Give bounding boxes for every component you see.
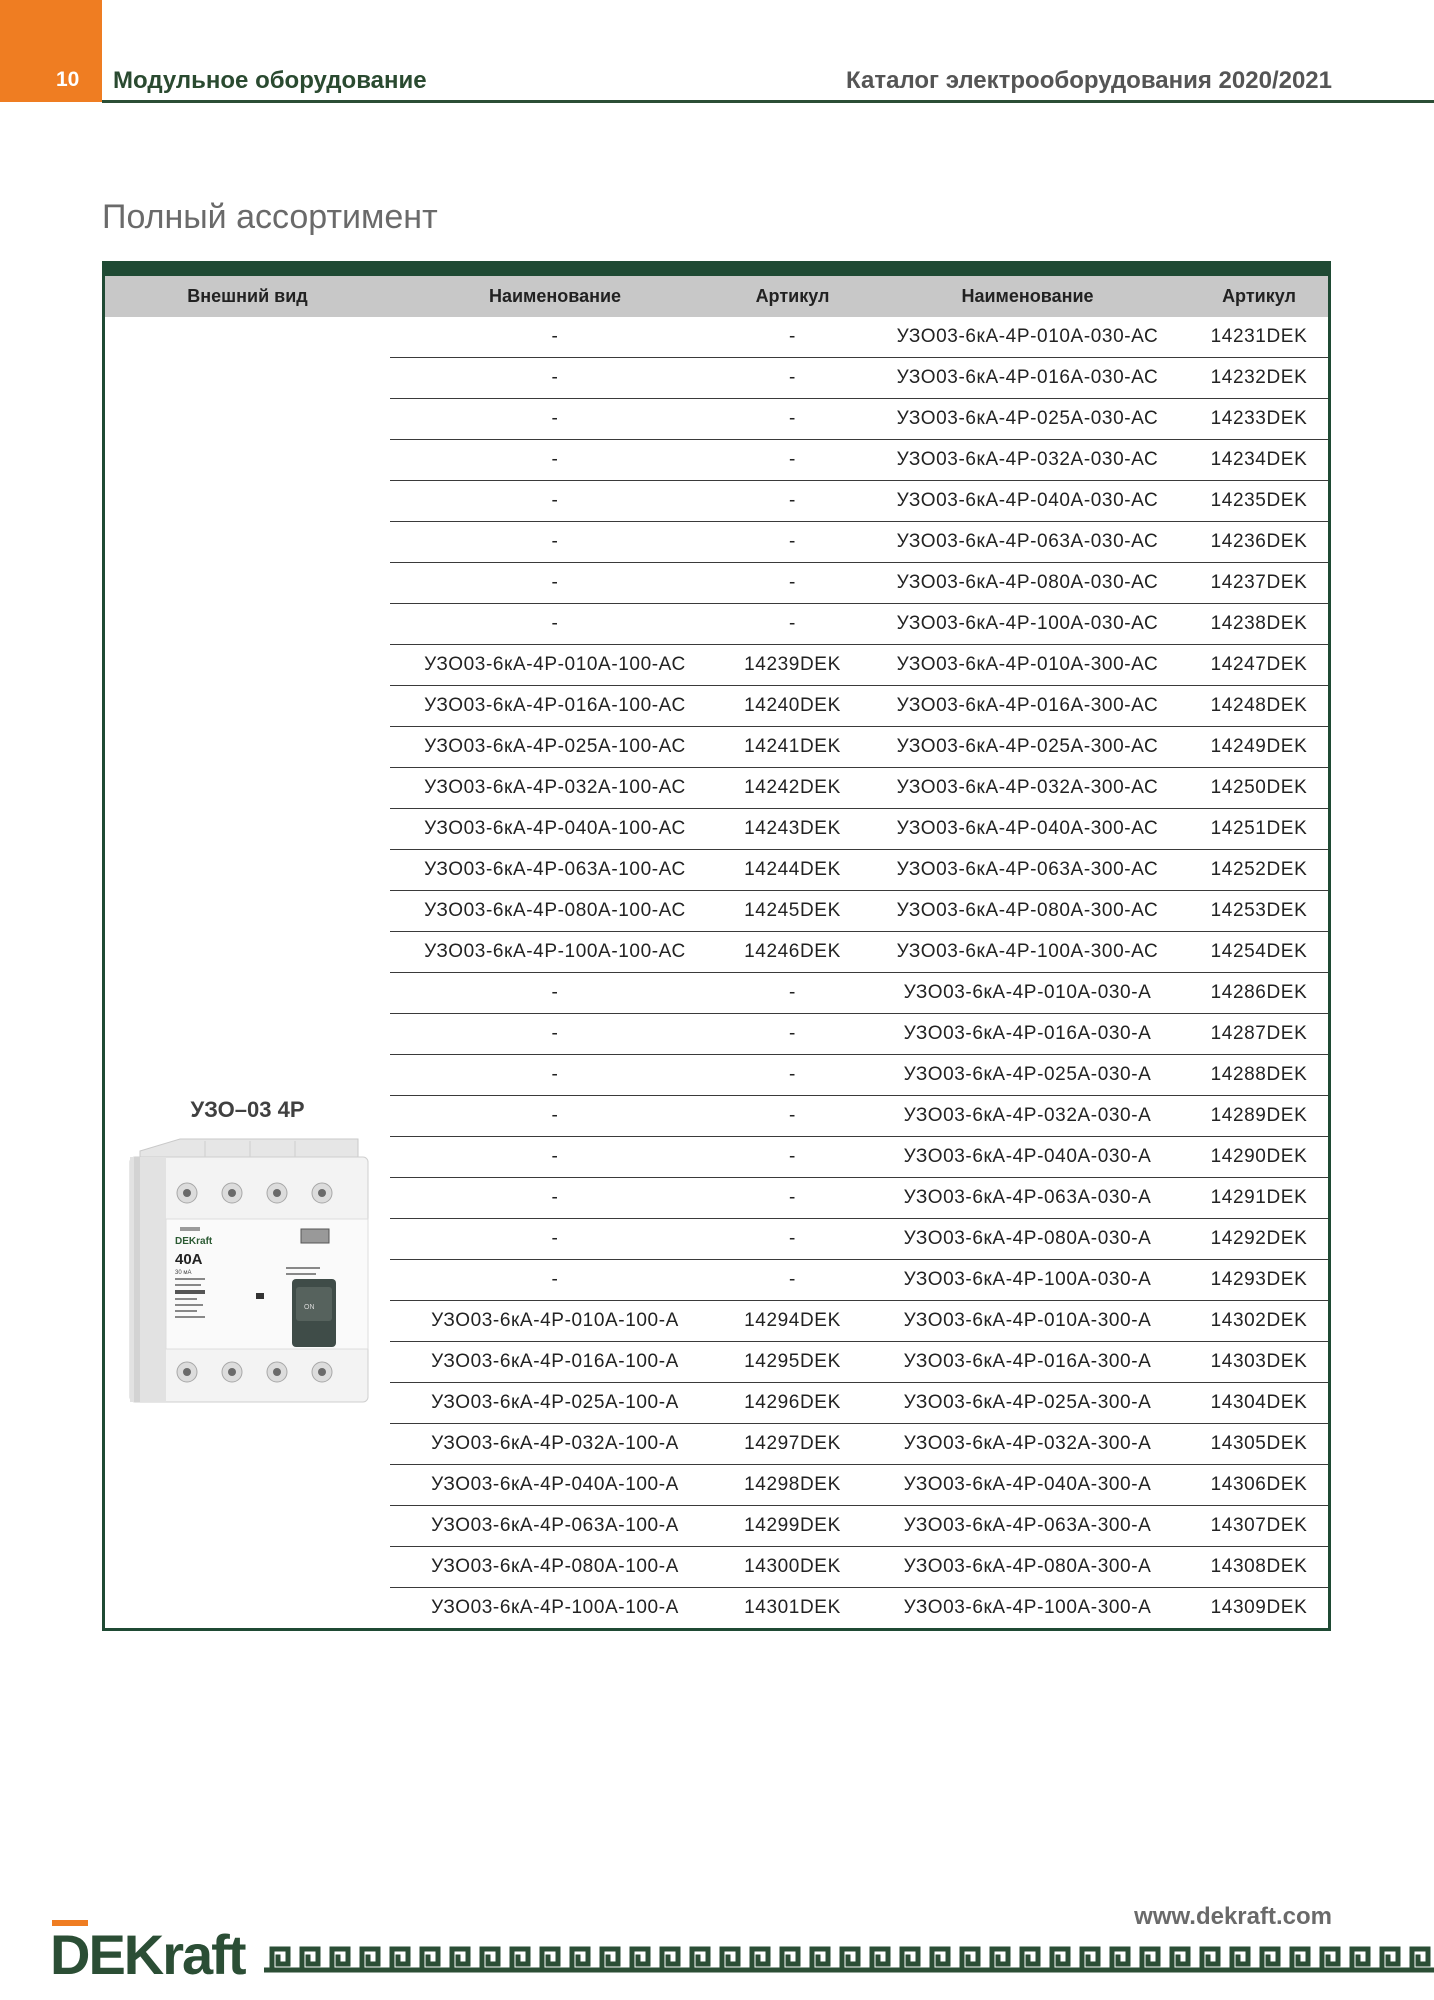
table-row (390, 604, 1328, 645)
article-col-1: 14241DEK (744, 736, 841, 757)
table-row (390, 1178, 1328, 1219)
name-col-1: УЗО03-6кА-4Р-032А-100-АС (424, 777, 686, 798)
name-col-2: УЗО03-6кА-4Р-100А-300-А (903, 1597, 1152, 1618)
name-col-1: УЗО03-6кА-4Р-016А-100-А (431, 1351, 679, 1372)
table-row (390, 1096, 1328, 1137)
name-col-2: УЗО03-6кА-4Р-063А-300-АС (896, 859, 1159, 880)
article-col-2: 14235DEK (1210, 490, 1308, 511)
name-col-2: УЗО03-6кА-4Р-016А-030-А (903, 1023, 1152, 1044)
catalog-title: Каталог электрооборудования 2020/2021 (846, 67, 1332, 94)
table-row (390, 1055, 1328, 1096)
article-col-1: 14297DEK (744, 1433, 841, 1454)
name-col-1: УЗО03-6кА-4Р-080А-100-А (431, 1556, 679, 1577)
article-col-2: 14234DEK (1210, 449, 1308, 470)
table-row (390, 1137, 1328, 1178)
article-col-2: 14237DEK (1210, 572, 1308, 593)
article-col-2: 14306DEK (1210, 1474, 1308, 1495)
name-col-2: УЗО03-6кА-4Р-080А-300-АС (896, 900, 1159, 921)
name-col-1: УЗО03-6кА-4Р-025А-100-А (431, 1392, 679, 1413)
name-col-2: УЗО03-6кА-4Р-016А-030-АС (896, 367, 1159, 388)
article-col-1: 14239DEK (744, 654, 841, 675)
table-row (390, 973, 1328, 1014)
article-col-2: 14231DEK (1210, 326, 1308, 347)
article-col-1: - (789, 490, 796, 511)
article-col-1: - (789, 572, 796, 593)
name-col-1: УЗО03-6кА-4Р-063А-100-А (431, 1515, 679, 1536)
article-col-1: 14244DEK (744, 859, 841, 880)
table-row (390, 809, 1328, 850)
website-url: www.dekraft.com (1134, 1903, 1332, 1930)
article-col-2: 14307DEK (1210, 1515, 1308, 1536)
article-col-2: 14305DEK (1210, 1433, 1308, 1454)
table-row (390, 768, 1328, 809)
article-col-1: - (789, 1105, 796, 1126)
article-col-2: 14287DEK (1210, 1023, 1308, 1044)
name-col-2: УЗО03-6кА-4Р-016А-300-А (903, 1351, 1152, 1372)
rcd-device-image (120, 1137, 380, 1412)
article-col-2: 14303DEK (1210, 1351, 1308, 1372)
table-row (390, 481, 1328, 522)
name-col-2: УЗО03-6кА-4Р-016А-300-АС (896, 695, 1159, 716)
name-col-2: УЗО03-6кА-4Р-025А-300-А (903, 1392, 1152, 1413)
table-row (390, 1465, 1328, 1506)
table-body (390, 317, 1328, 1629)
table-row (390, 399, 1328, 440)
name-col-2: УЗО03-6кА-4Р-032А-030-АС (896, 449, 1159, 470)
article-col-2: 14247DEK (1210, 654, 1308, 675)
table-row (390, 522, 1328, 563)
page-heading: Полный ассортимент (102, 198, 438, 236)
name-col-1: - (551, 367, 559, 388)
article-col-2: 14290DEK (1210, 1146, 1308, 1167)
article-col-1: - (789, 1064, 796, 1085)
article-col-1: 14300DEK (744, 1556, 841, 1577)
article-col-1: 14299DEK (744, 1515, 841, 1536)
name-col-2: УЗО03-6кА-4Р-010А-030-АС (896, 326, 1159, 347)
article-col-2: 14236DEK (1210, 531, 1308, 552)
name-col-1: УЗО03-6кА-4Р-040А-100-А (431, 1474, 679, 1495)
name-col-2: УЗО03-6кА-4Р-025А-300-АС (896, 736, 1159, 757)
name-col-1: УЗО03-6кА-4Р-100А-100-А (431, 1597, 679, 1618)
article-col-1: - (789, 367, 796, 388)
article-col-1: - (789, 449, 796, 470)
article-col-1: 14298DEK (744, 1474, 841, 1495)
name-col-1: - (551, 1187, 559, 1208)
name-col-2: УЗО03-6кА-4Р-010А-030-А (903, 982, 1152, 1003)
article-col-1: 14295DEK (744, 1351, 841, 1372)
orange-page-tab (0, 0, 102, 102)
table-row (390, 1588, 1328, 1629)
article-col-2: 14252DEK (1210, 859, 1308, 880)
name-col-1: - (551, 572, 559, 593)
article-col-2: 14288DEK (1210, 1064, 1308, 1085)
table-row (390, 1547, 1328, 1588)
decorative-greek-band (264, 1943, 1434, 1973)
article-col-2: 14308DEK (1210, 1556, 1308, 1577)
name-col-2: УЗО03-6кА-4Р-100А-030-АС (896, 613, 1159, 634)
name-col-2: УЗО03-6кА-4Р-032А-300-А (903, 1433, 1152, 1454)
table-row (390, 686, 1328, 727)
table-row (390, 1342, 1328, 1383)
article-col-2: 14286DEK (1210, 982, 1308, 1003)
table-row (390, 1219, 1328, 1260)
name-col-1: - (551, 613, 559, 634)
name-col-2: УЗО03-6кА-4Р-040А-300-АС (896, 818, 1159, 839)
article-col-1: 14240DEK (744, 695, 841, 716)
name-col-1: - (551, 1269, 559, 1290)
article-col-2: 14232DEK (1210, 367, 1308, 388)
name-col-2: УЗО03-6кА-4Р-040А-300-А (903, 1474, 1152, 1495)
name-col-2: УЗО03-6кА-4Р-063А-300-А (903, 1515, 1152, 1536)
table-row (390, 1301, 1328, 1342)
name-col-2: УЗО03-6кА-4Р-032А-030-А (903, 1105, 1152, 1126)
name-col-2: УЗО03-6кА-4Р-080А-300-А (903, 1556, 1152, 1577)
article-col-1: - (789, 982, 796, 1003)
table-row (390, 645, 1328, 686)
name-col-2: УЗО03-6кА-4Р-010А-300-А (903, 1310, 1152, 1331)
device-series-text: 30 мА (175, 1270, 192, 1276)
name-col-1: - (551, 326, 559, 347)
name-col-2: УЗО03-6кА-4Р-100А-030-А (903, 1269, 1152, 1290)
article-col-2: 14304DEK (1210, 1392, 1308, 1413)
article-col-2: 14233DEK (1210, 408, 1308, 429)
article-col-2: 14292DEK (1210, 1228, 1308, 1249)
page-number: 10 (56, 68, 80, 91)
table-row (390, 1424, 1328, 1465)
name-col-1: - (551, 490, 559, 511)
name-col-2: УЗО03-6кА-4Р-063А-030-АС (896, 531, 1159, 552)
device-switch-text: ON (304, 1304, 315, 1311)
product-label: УЗО–03 4Р (190, 1097, 305, 1122)
table-row (390, 317, 1328, 358)
name-col-1: - (551, 1146, 559, 1167)
dekraft-logo (50, 1918, 250, 1990)
name-col-2: УЗО03-6кА-4Р-080А-030-А (903, 1228, 1152, 1249)
name-col-1: УЗО03-6кА-4Р-010А-100-АС (424, 654, 686, 675)
name-col-2: УЗО03-6кА-4Р-063А-030-А (903, 1187, 1152, 1208)
article-col-1: 14296DEK (744, 1392, 841, 1413)
device-brand-text: DEKraft (175, 1236, 213, 1247)
name-col-2: УЗО03-6кА-4Р-080А-030-АС (896, 572, 1159, 593)
article-col-2: 14291DEK (1210, 1187, 1308, 1208)
article-col-1: - (789, 326, 796, 347)
name-col-1: - (551, 982, 559, 1003)
table-row (390, 932, 1328, 973)
article-col-1: 14245DEK (744, 900, 841, 921)
name-col-1: - (551, 1064, 559, 1085)
article-col-2: 14250DEK (1210, 777, 1308, 798)
name-col-2: УЗО03-6кА-4Р-040А-030-А (903, 1146, 1152, 1167)
header-article-1: Артикул (755, 286, 830, 306)
name-col-1: УЗО03-6кА-4Р-016А-100-АС (424, 695, 686, 716)
table-row (390, 1260, 1328, 1301)
table-row (390, 1383, 1328, 1424)
name-col-1: - (551, 449, 559, 470)
article-col-2: 14254DEK (1210, 941, 1308, 962)
article-col-1: - (789, 1269, 796, 1290)
article-col-2: 14293DEK (1210, 1269, 1308, 1290)
article-col-2: 14302DEK (1210, 1310, 1308, 1331)
article-col-1: - (789, 1228, 796, 1249)
article-col-1: 14242DEK (744, 777, 841, 798)
device-rating-text: 40A (175, 1251, 203, 1268)
name-col-1: - (551, 408, 559, 429)
article-col-2: 14251DEK (1210, 818, 1308, 839)
article-col-1: - (789, 1146, 796, 1167)
appearance-cell (105, 317, 390, 1628)
table-row (390, 1014, 1328, 1055)
table-row (390, 891, 1328, 932)
table-row (390, 440, 1328, 481)
header-article-2: Артикул (1222, 286, 1296, 306)
table-row (390, 1506, 1328, 1547)
header-appearance: Внешний вид (187, 286, 308, 306)
name-col-1: УЗО03-6кА-4Р-080А-100-АС (424, 900, 686, 921)
article-col-1: - (789, 1023, 796, 1044)
article-col-1: 14243DEK (744, 818, 841, 839)
name-col-1: УЗО03-6кА-4Р-010А-100-А (431, 1310, 679, 1331)
name-col-2: УЗО03-6кА-4Р-010А-300-АС (896, 654, 1159, 675)
article-col-2: 14253DEK (1210, 900, 1308, 921)
brand-text: DEKraft (50, 1923, 245, 1986)
article-col-2: 14289DEK (1210, 1105, 1308, 1126)
name-col-1: УЗО03-6кА-4Р-063А-100-АС (424, 859, 686, 880)
article-col-2: 14249DEK (1210, 736, 1308, 757)
article-col-1: - (789, 408, 796, 429)
article-col-1: - (789, 1187, 796, 1208)
table-row (390, 563, 1328, 604)
article-col-2: 14309DEK (1210, 1597, 1308, 1618)
table-header-row (105, 276, 1328, 317)
assortment-table (102, 261, 1331, 1631)
name-col-2: УЗО03-6кА-4Р-025А-030-А (903, 1064, 1152, 1085)
article-col-1: - (789, 531, 796, 552)
name-col-2: УЗО03-6кА-4Р-040А-030-АС (896, 490, 1159, 511)
name-col-1: УЗО03-6кА-4Р-032А-100-А (431, 1433, 679, 1454)
name-col-1: - (551, 531, 559, 552)
table-row (390, 358, 1328, 399)
header-name-2: Наименование (961, 286, 1094, 306)
section-title: Модульное оборудование (113, 67, 427, 94)
name-col-2: УЗО03-6кА-4Р-025А-030-АС (896, 408, 1159, 429)
table-row (390, 850, 1328, 891)
header-divider (102, 100, 1434, 103)
article-col-1: 14294DEK (744, 1310, 841, 1331)
name-col-1: УЗО03-6кА-4Р-100А-100-АС (424, 941, 686, 962)
name-col-1: УЗО03-6кА-4Р-025А-100-АС (424, 736, 686, 757)
name-col-2: УЗО03-6кА-4Р-100А-300-АС (896, 941, 1159, 962)
name-col-1: - (551, 1023, 559, 1044)
article-col-2: 14248DEK (1210, 695, 1308, 716)
header-name-1: Наименование (488, 286, 622, 306)
article-col-1: 14301DEK (744, 1597, 841, 1618)
name-col-1: - (551, 1228, 559, 1249)
article-col-2: 14238DEK (1210, 613, 1308, 634)
name-col-1: - (551, 1105, 559, 1126)
name-col-1: УЗО03-6кА-4Р-040А-100-АС (424, 818, 686, 839)
table-row (390, 727, 1328, 768)
article-col-1: - (789, 613, 796, 634)
name-col-2: УЗО03-6кА-4Р-032А-300-АС (896, 777, 1159, 798)
article-col-1: 14246DEK (744, 941, 841, 962)
